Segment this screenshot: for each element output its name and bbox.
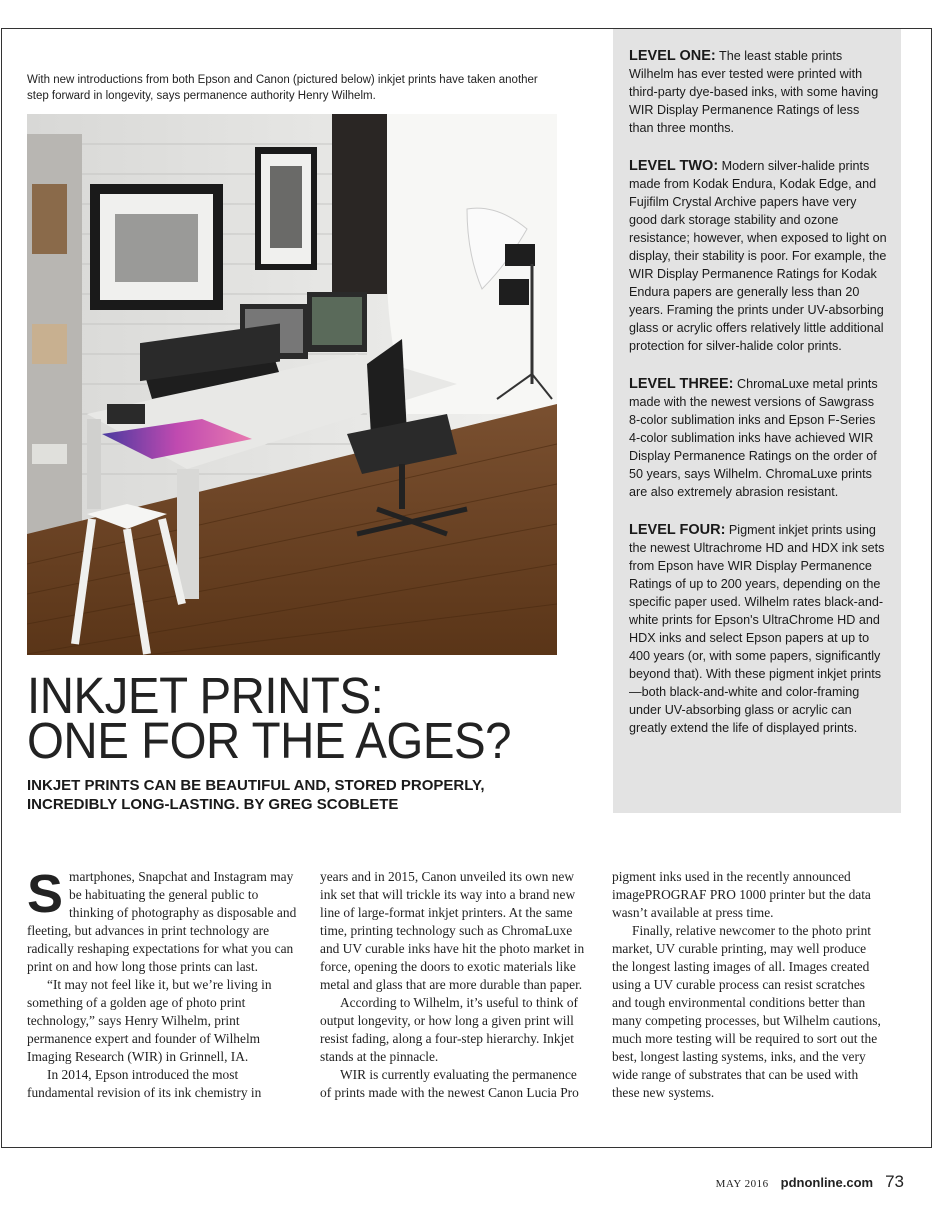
paragraph: WIR is currently evaluating the permanence of prints made with the newest Canon Lucia Pro — [320, 1067, 579, 1100]
issue-date: MAY 2016 — [715, 1178, 769, 1190]
level-one — [629, 47, 887, 137]
article-headline — [27, 667, 548, 769]
paragraph: pigment inks used in the recently announced imagePROGRAF PRO 1000 printer but the data wasn’t available at press time. — [612, 869, 871, 920]
level-one-text: The least stable prints Wilhelm has ever tested were printed with third-party dye-based inks, with some having WIR Display Permanence Ratings of less than three months. — [629, 49, 879, 135]
level-four-label: LEVEL FOUR: — [629, 522, 726, 538]
website-link[interactable]: pdnonline.com — [780, 1175, 874, 1190]
paragraph: “It may not feel like it, but we’re living in something of a golden age of photo print technology,” says Henry Wilhelm, print permanence expert and founder of Wilhelm Imaging Research (WIR) in Grinnell, IA. — [27, 977, 272, 1064]
subhead-line-2: INCREDIBLY LONG-LASTING. BY GREG SCOBLETE — [27, 796, 399, 813]
photo-caption: With new introductions from both Epson and Canon (pictured below) inkjet prints have taken another step forward in longevity, says permanence authority Henry Wilhelm. — [27, 74, 538, 102]
paragraph — [27, 864, 297, 976]
body-column-3 — [612, 868, 882, 1102]
headline-line-2: ONE FOR THE AGES? — [27, 712, 512, 769]
article-subhead — [27, 776, 587, 814]
headline-line-1: INKJET PRINTS: — [27, 667, 384, 724]
level-three-text: ChromaLuxe metal prints made with the newest versions of Sawgrass 8-color sublimation inks and Epson F-Series 4-color sublimation inks have achieved WIR Display Permanence Ratings on the order of 50 years, says Wilhelm. ChromaLuxe prints are also extremely abrasion resistant. — [629, 377, 878, 499]
paragraph: Finally, relative newcomer to the photo print market, UV curable printing, may well produce the longest lasting images of all. Images created using a UV curable process can resist scratches and tough environmental conditions better than many competing processes, but Wilhelm cautions, much more testing will be required to sort out the best, longest lasting systems, inks, and the very wide range of substrates that can be used with these new systems. — [612, 923, 881, 1100]
subhead-line-1: INKJET PRINTS CAN BE BEAUTIFUL AND, STORED PROPERLY, — [27, 777, 485, 794]
level-four — [629, 521, 887, 737]
paragraph-text: martphones, Snapchat and Instagram may be habituating the general public to thinking of photography as disposable and fleeting, but advances in print technology are radically reshaping expectations for what you can print on and how long those prints can last. — [27, 869, 297, 974]
level-three — [629, 375, 887, 501]
body-column-2 — [320, 868, 590, 1102]
level-three-label: LEVEL THREE: — [629, 376, 734, 392]
page-footer — [716, 1172, 904, 1192]
level-four-text: Pigment inkjet prints using the newest Ultrachrome HD and HDX ink sets from Epson have WIR Display Permanence Ratings of up to 200 years, depending on the specific paper used. Wilhelm rates black-and-white prints for Epson's UltraChrome HD and HDX inks and select Epson papers at up to 400 years (or, with some papers, significantly beyond that). With these pigment inkjet prints—both black-and-white and color-framing under UV-absorbing glass or acrylic can greatly extend the life of displayed prints. — [629, 523, 885, 735]
drop-cap: S — [27, 864, 64, 924]
paragraph: In 2014, Epson introduced the most fundamental revision of its ink chemistry in — [27, 1067, 262, 1100]
paragraph: According to Wilhelm, it’s useful to think of output longevity, or how long a given print will resist fading, along a four-step hierarchy. Inkjet stands at the pinnacle. — [320, 995, 578, 1064]
paragraph: years and in 2015, Canon unveiled its own new ink set that will trickle its way into a brand new line of large-format inkjet printers. At the same time, printing technology such as ChromaLuxe and UV curable inks have hit the photo market in force, opening the doors to exotic materials like metal and glass that are more durable than paper. — [320, 869, 585, 992]
level-two-text: Modern silver-halide prints made from Kodak Endura, Kodak Edge, and Fujifilm Crystal Archive papers have very good dark storage stability and ozone resistance; however, when exposed to light on display, their stability is poor. For example, the WIR Display Permanence Ratings for Kodak Endura papers are generally less than 20 years. Framing the prints under UV-absorbing glass or acrylic offers relatively little additional protection for silver-halide color prints. — [629, 159, 887, 353]
body-column-1 — [27, 864, 297, 1102]
levels-sidebar — [613, 29, 901, 813]
level-two — [629, 157, 887, 355]
level-two-label: LEVEL TWO: — [629, 158, 719, 174]
page-number: 73 — [885, 1172, 904, 1191]
office-photo — [27, 114, 557, 655]
level-one-label: LEVEL ONE: — [629, 48, 716, 64]
